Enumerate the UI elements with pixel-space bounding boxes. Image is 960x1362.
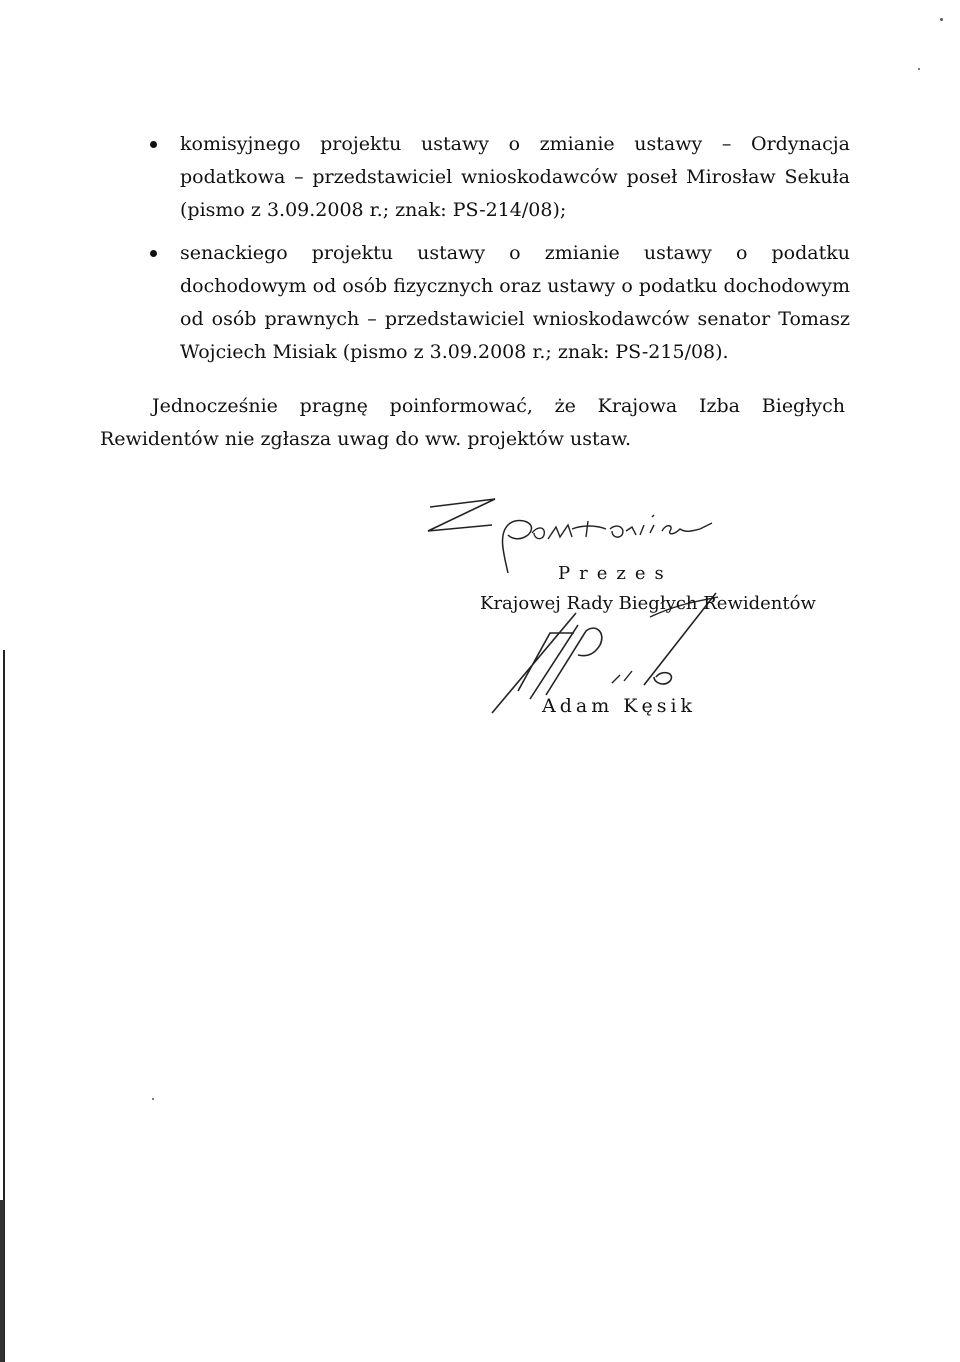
closing-paragraph	[100, 390, 845, 456]
scan-speck	[940, 18, 943, 21]
scan-speck	[152, 1098, 154, 1100]
scan-edge-line	[0, 1200, 4, 1362]
bullet-text: senackiego projektu ustawy o zmianie ustawy o podatku dochodowym od osób fizycznych oraz ustawy o podatku dochodowym od osób prawnych – przedstawiciel wnioskodawców senator Tomasz Wojciech Misiak (pismo z 3.09.2008 r.; znak: PS-215/08).	[180, 242, 850, 363]
closing-line: zgłasza uwag do ww. projektów ustaw.	[260, 428, 632, 450]
signature-block	[400, 485, 820, 745]
signatory-name: Adam Kęsik	[542, 695, 697, 717]
bullet-text: komisyjnego projektu ustawy o zmianie ustawy – Ordynacja podatkowa – przedstawiciel wnioskodawców poseł Mirosław Sekuła (pismo z 3.09.2008 r.; znak: PS-214/08);	[180, 133, 850, 221]
bullet-list	[150, 128, 850, 379]
scan-speck	[918, 68, 920, 70]
signatory-organization: Krajowej Rady Biegłych Rewidentów	[480, 593, 816, 614]
list-item	[150, 237, 850, 369]
closing-line: Jednocześnie pragnę poinformować, że Krajowa Izba Biegłych Rewidentów nie	[100, 395, 845, 450]
signatory-role: Prezes	[558, 563, 673, 584]
bullet-icon	[150, 250, 157, 257]
bullet-icon	[150, 141, 157, 148]
list-item	[150, 128, 850, 227]
